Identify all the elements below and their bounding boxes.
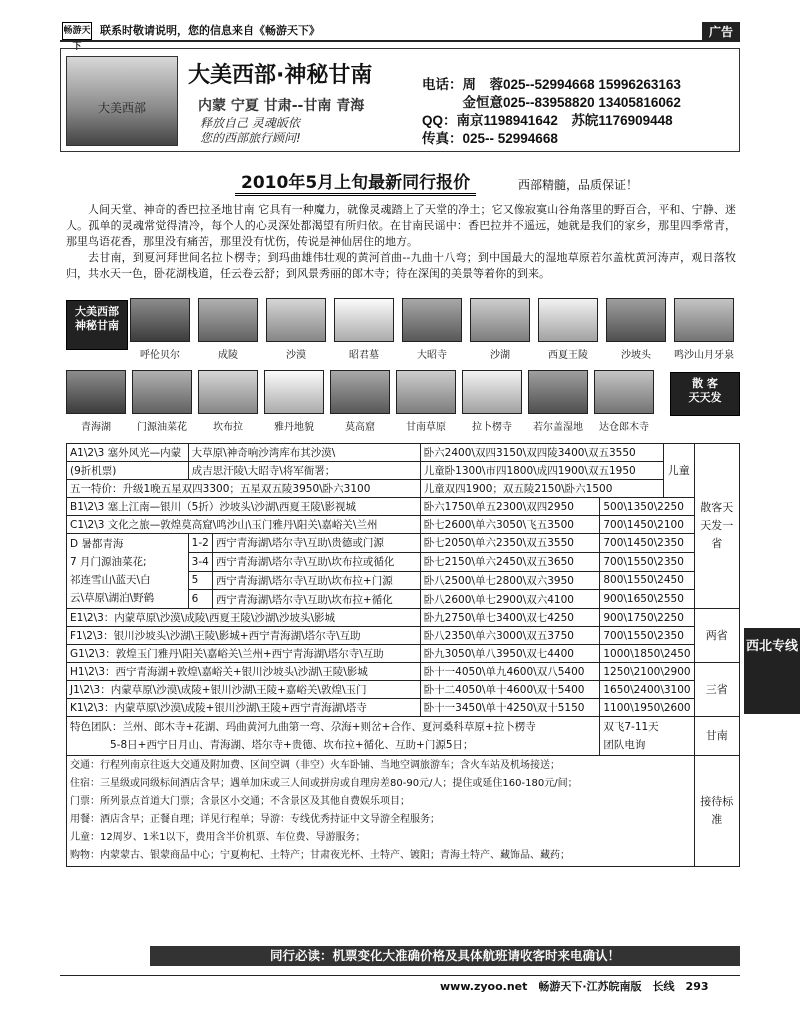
route-child-price: 700\1450\2100 — [600, 516, 694, 534]
route-child-price: 700\1550\2350 — [600, 552, 694, 571]
photo-thumbnail — [594, 370, 654, 414]
photo-caption: 沙漠 — [286, 350, 306, 361]
table-row — [67, 645, 740, 663]
route-price: 卧六1750\单五2300\双四2950 — [420, 498, 600, 516]
photo-thumbnail — [674, 298, 734, 342]
route-price: 卧九2750\单七3400\双七4250 — [420, 609, 600, 627]
route-name: E1\2\3：内蒙草原\沙漠\成陵\西夏王陵\沙湖\沙坡头\影城 — [67, 609, 421, 627]
photo-thumbnail — [470, 298, 530, 342]
page-footer: www.zyoo.net 畅游天下·江苏皖南版 长线 293 — [440, 980, 709, 993]
photo-thumbnail — [606, 298, 666, 342]
route-name: F1\2\3：银川沙坡头\沙湖\王陵\影城+西宁青海湖\塔尔寺\互助 — [67, 627, 421, 645]
section-tab: 西北专线 — [744, 628, 800, 714]
photo-thumbnail — [462, 370, 522, 414]
route-variant: 3-4 — [188, 552, 212, 571]
route-child-price: 900\1650\2550 — [600, 590, 694, 609]
route-name: B1\2\3 塞上江南—银川（5折）沙坡头\沙湖\西夏王陵\影视城 — [67, 498, 421, 516]
photo-caption: 若尔盖湿地 — [533, 422, 583, 433]
top-notice: 联系时敬请说明，您的信息来自《畅游天下》 — [60, 22, 740, 42]
ad-tag: 广告 — [702, 22, 740, 42]
photo-thumbnail — [538, 298, 598, 342]
photo-thumbnail — [130, 298, 190, 342]
strip-label-2: 散 客 天天发 — [670, 372, 740, 416]
route-child-price: 1100\1950\2600 — [600, 699, 694, 717]
table-row — [67, 717, 740, 756]
special-group: 特色团队：兰州、郎木寺+花湖、玛曲黄河九曲第一弯、尕海+则岔+合作、夏河桑科草原+拉卜楞寺 5-8日+西宁日月山、青海湖、塔尔寺+贵德、坎布拉+循化、互助+门源5日； — [67, 717, 600, 756]
service-terms: 交通：行程列南京往返大交通及附加费、区间空调（非空）火车卧铺、当地空调旅游车；含火车站及机场接送； 住宿：三星级或同级标间酒店含早；遇单加床或三人间或拼房或自理房差80-90元/人；提住或延住160-180元/间； 门票：所列景点首道大门票；含景区小交通；不含景区及其他自费娱乐项目； 用餐：酒店含早；正餐自理；详见行程单；导游：专线优秀持证中文导游全程服务； 儿童：12周岁、1米1以下，费用含半价机票、车位费、导游服务； 购物：内蒙蒙古、银蒙商品中心；宁夏枸杞、土特产；甘肃夜光杯、土特产、镀阳；青海土特产、藏饰品、藏药； — [67, 756, 695, 867]
price-table — [66, 443, 740, 867]
table-row — [67, 699, 740, 717]
table-row — [67, 627, 740, 645]
photo-caption: 拉卜楞寺 — [472, 422, 512, 433]
table-row — [67, 498, 740, 516]
strip-label-1: 大美西部 神秘甘南 — [66, 300, 128, 350]
table-row — [67, 609, 740, 627]
route-price: 卧八2600\单七2900\双六4100 — [420, 590, 600, 609]
table-row — [67, 756, 740, 867]
route-price: 卧八2350\单六3000\双五3750 — [420, 627, 600, 645]
photo-thumbnail — [402, 298, 462, 342]
route-price: 卧九3050\单八3950\双七4400 — [420, 645, 600, 663]
route-name: G1\2\3：敦煌玉门雅丹\阳关\嘉峪关\兰州+西宁青海湖\塔尔寺\互助 — [67, 645, 421, 663]
route-price: 卧六2400\双四3150\双四陵3400\双五3550 — [420, 444, 663, 462]
special-note: 双飞7-11天 团队电询 — [600, 717, 694, 756]
photo-thumbnail — [266, 298, 326, 342]
route-name: H1\2\3：西宁青海湖+敦煌\嘉峪关+银川沙坡头\沙湖\王陵\影城 — [67, 663, 421, 681]
photo-caption: 甘南草原 — [406, 422, 446, 433]
photo-thumbnail — [396, 370, 456, 414]
route-price: 儿童双四1900；双五陵2150\卧六1500 — [420, 480, 663, 498]
table-row — [67, 462, 740, 480]
photo-strip-1 — [128, 298, 740, 368]
route-special: 五一特价：升级1晚五星双四3300；五星双五陵3950\卧六3100 — [67, 480, 421, 498]
route-name: A1\2\3 塞外风光—内蒙 — [67, 444, 189, 462]
route-detail: 西宁青海湖\塔尔寺\互助\贵德或门源 — [212, 534, 420, 553]
slogan-line-2: 您的西部旅行顾问! — [200, 131, 301, 145]
route-child-price: 700\1450\2350 — [600, 534, 694, 553]
contact-line: 电话：周 蓉025--52994668 15996263163 — [422, 77, 681, 92]
route-name: J1\2\3：内蒙草原\沙漠\成陵+银川沙湖\王陵+嘉峪关\敦煌\玉门 — [67, 681, 421, 699]
route-price: 儿童卧1300\市四1800\成四1900\双五1950 — [420, 462, 663, 480]
photo-caption: 雅丹地貌 — [274, 422, 314, 433]
route-name: (9折机票) — [67, 462, 189, 480]
route-child-price: 1650\2400\3100 — [600, 681, 694, 699]
photo-caption: 沙坡头 — [621, 350, 651, 361]
route-detail: 成吉思汗陵\大昭寺\将军衙署； — [188, 462, 420, 480]
slogan-line-1: 释放自己 灵魂皈依 — [200, 116, 300, 130]
table-row — [67, 516, 740, 534]
photo-thumbnail — [330, 370, 390, 414]
photo-thumbnail — [66, 370, 126, 414]
intro-text — [66, 202, 736, 282]
photo-caption: 呼伦贝尔 — [140, 350, 180, 361]
route-child-price: 500\1350\2250 — [600, 498, 694, 516]
page-divider — [60, 975, 740, 976]
ad-slogan — [200, 116, 301, 146]
photo-thumbnail — [198, 298, 258, 342]
side-label-three: 三省 — [694, 663, 739, 717]
route-child-price: 900\1750\2250 — [600, 609, 694, 627]
photo-strip-2 — [66, 370, 666, 440]
photo-caption: 门源油菜花 — [137, 422, 187, 433]
photo-thumbnail — [198, 370, 258, 414]
route-name: K1\2\3：内蒙草原\沙漠\成陵+银川沙湖\王陵+西宁青海湖\塔寺 — [67, 699, 421, 717]
route-price: 卧八2500\单七2800\双六3950 — [420, 571, 600, 590]
side-label-two: 两省 — [694, 609, 739, 663]
price-title: 2010年5月上旬最新同行报价 — [235, 168, 476, 196]
side-label-child: 儿童 — [663, 444, 694, 498]
route-child-price: 1000\1850\2450 — [600, 645, 694, 663]
route-d-label: D 暑都青海 7 月门源油菜花; 祁连雪山\蓝天\白 云\草原\湖泊\野鹤 — [67, 534, 189, 609]
intro-paragraph: 人间天堂、神奇的香巴拉圣地甘南 它具有一种魔力，就像灵魂踏上了天堂的净土；它又像寂寞山谷角落里的野百合，平和、宁静、迷人。孤单的灵魂常觉得清冷，每个人的心灵深处都渴望有所归依。在甘南民谣中：香巴拉并不遥远，她就是我们的家乡，那里四季常青，那里鸟语花香，那里没有痛苦，那里没有忧伤，传说是神仙居住的地方。 — [66, 203, 736, 248]
photo-thumbnail — [132, 370, 192, 414]
photo-caption: 莫高窟 — [345, 422, 375, 433]
photo-caption: 西夏王陵 — [548, 350, 588, 361]
contact-line: 传真：025-- 52994668 — [422, 131, 558, 146]
side-label-daily: 散客天天发一省 — [694, 444, 739, 609]
photo-caption: 昭君墓 — [349, 350, 379, 361]
photo-thumbnail — [334, 298, 394, 342]
photo-caption: 达仓郎木寺 — [599, 422, 649, 433]
route-price: 卧七2600\单六3050\飞五3500 — [420, 516, 600, 534]
route-detail: 西宁青海湖\塔尔寺\互助\坎布拉+门源 — [212, 571, 420, 590]
photo-caption: 鸣沙山月牙泉 — [674, 350, 734, 361]
footer-notice: 同行必读：机票变化大准确价格及具体航班请收客时来电确认！ — [150, 946, 740, 966]
ad-subtitle: 内蒙 宁夏 甘肃--甘南 青海 — [198, 98, 365, 114]
route-variant: 5 — [188, 571, 212, 590]
table-row — [67, 534, 740, 553]
route-detail: 西宁青海湖\塔尔寺\互助\坎布拉+循化 — [212, 590, 420, 609]
route-price: 卧十一4050\单九4600\双八5400 — [420, 663, 600, 681]
magazine-logo: 畅游天下 — [62, 22, 92, 40]
photo-thumbnail — [264, 370, 324, 414]
contact-line: QQ：南京1198941642 苏皖1176909448 — [422, 113, 673, 128]
photo-caption: 成陵 — [218, 350, 238, 361]
photo-caption: 大昭寺 — [417, 350, 447, 361]
contact-info — [422, 76, 681, 148]
side-label-gannan: 甘南 — [694, 717, 739, 756]
contact-line: 金恒意025--83958820 13405816062 — [422, 95, 681, 110]
route-detail: 西宁青海湖\塔尔寺\互助\坎布拉或循化 — [212, 552, 420, 571]
intro-paragraph: 去甘南，到夏河拜世间名拉卜楞寺；到玛曲雄伟壮观的黄河首曲--九曲十八弯；到中国最大的湿地草原若尔盖枕黄河涛声，观日落牧归，共水天一色，卧花湖栈道，任云卷云舒；到风景秀丽的郎木寺；待在深闺的美景等着你的到来。 — [66, 251, 736, 280]
route-price: 卧十二4050\单十4600\双十5400 — [420, 681, 600, 699]
photo-caption: 坎布拉 — [213, 422, 243, 433]
route-child-price: 800\1550\2450 — [600, 571, 694, 590]
route-child-price: 700\1550\2350 — [600, 627, 694, 645]
route-price: 卧七2150\单六2450\双五3650 — [420, 552, 600, 571]
photo-caption: 沙湖 — [490, 350, 510, 361]
table-row — [67, 663, 740, 681]
table-row — [67, 480, 740, 498]
route-detail: 大草原\神奇响沙湾库布其沙漠\ — [188, 444, 420, 462]
table-row — [67, 444, 740, 462]
side-label-service: 接待标准 — [694, 756, 739, 867]
photo-thumbnail — [528, 370, 588, 414]
route-variant: 1-2 — [188, 534, 212, 553]
motto: 西部精髓，品质保证！ — [518, 178, 639, 192]
photo-caption: 青海湖 — [81, 422, 111, 433]
route-price: 卧七2050\单六2350\双五3550 — [420, 534, 600, 553]
table-row — [67, 681, 740, 699]
header-image: 大美西部 — [66, 56, 178, 146]
route-name: C1\2\3 文化之旅—敦煌莫高窟\鸣沙山\玉门雅丹\阳关\嘉峪关\兰州 — [67, 516, 421, 534]
route-variant: 6 — [188, 590, 212, 609]
route-price: 卧十一3450\单十4250\双十5150 — [420, 699, 600, 717]
ad-title: 大美西部·神秘甘南 — [188, 63, 373, 88]
route-child-price: 1250\2100\2900 — [600, 663, 694, 681]
